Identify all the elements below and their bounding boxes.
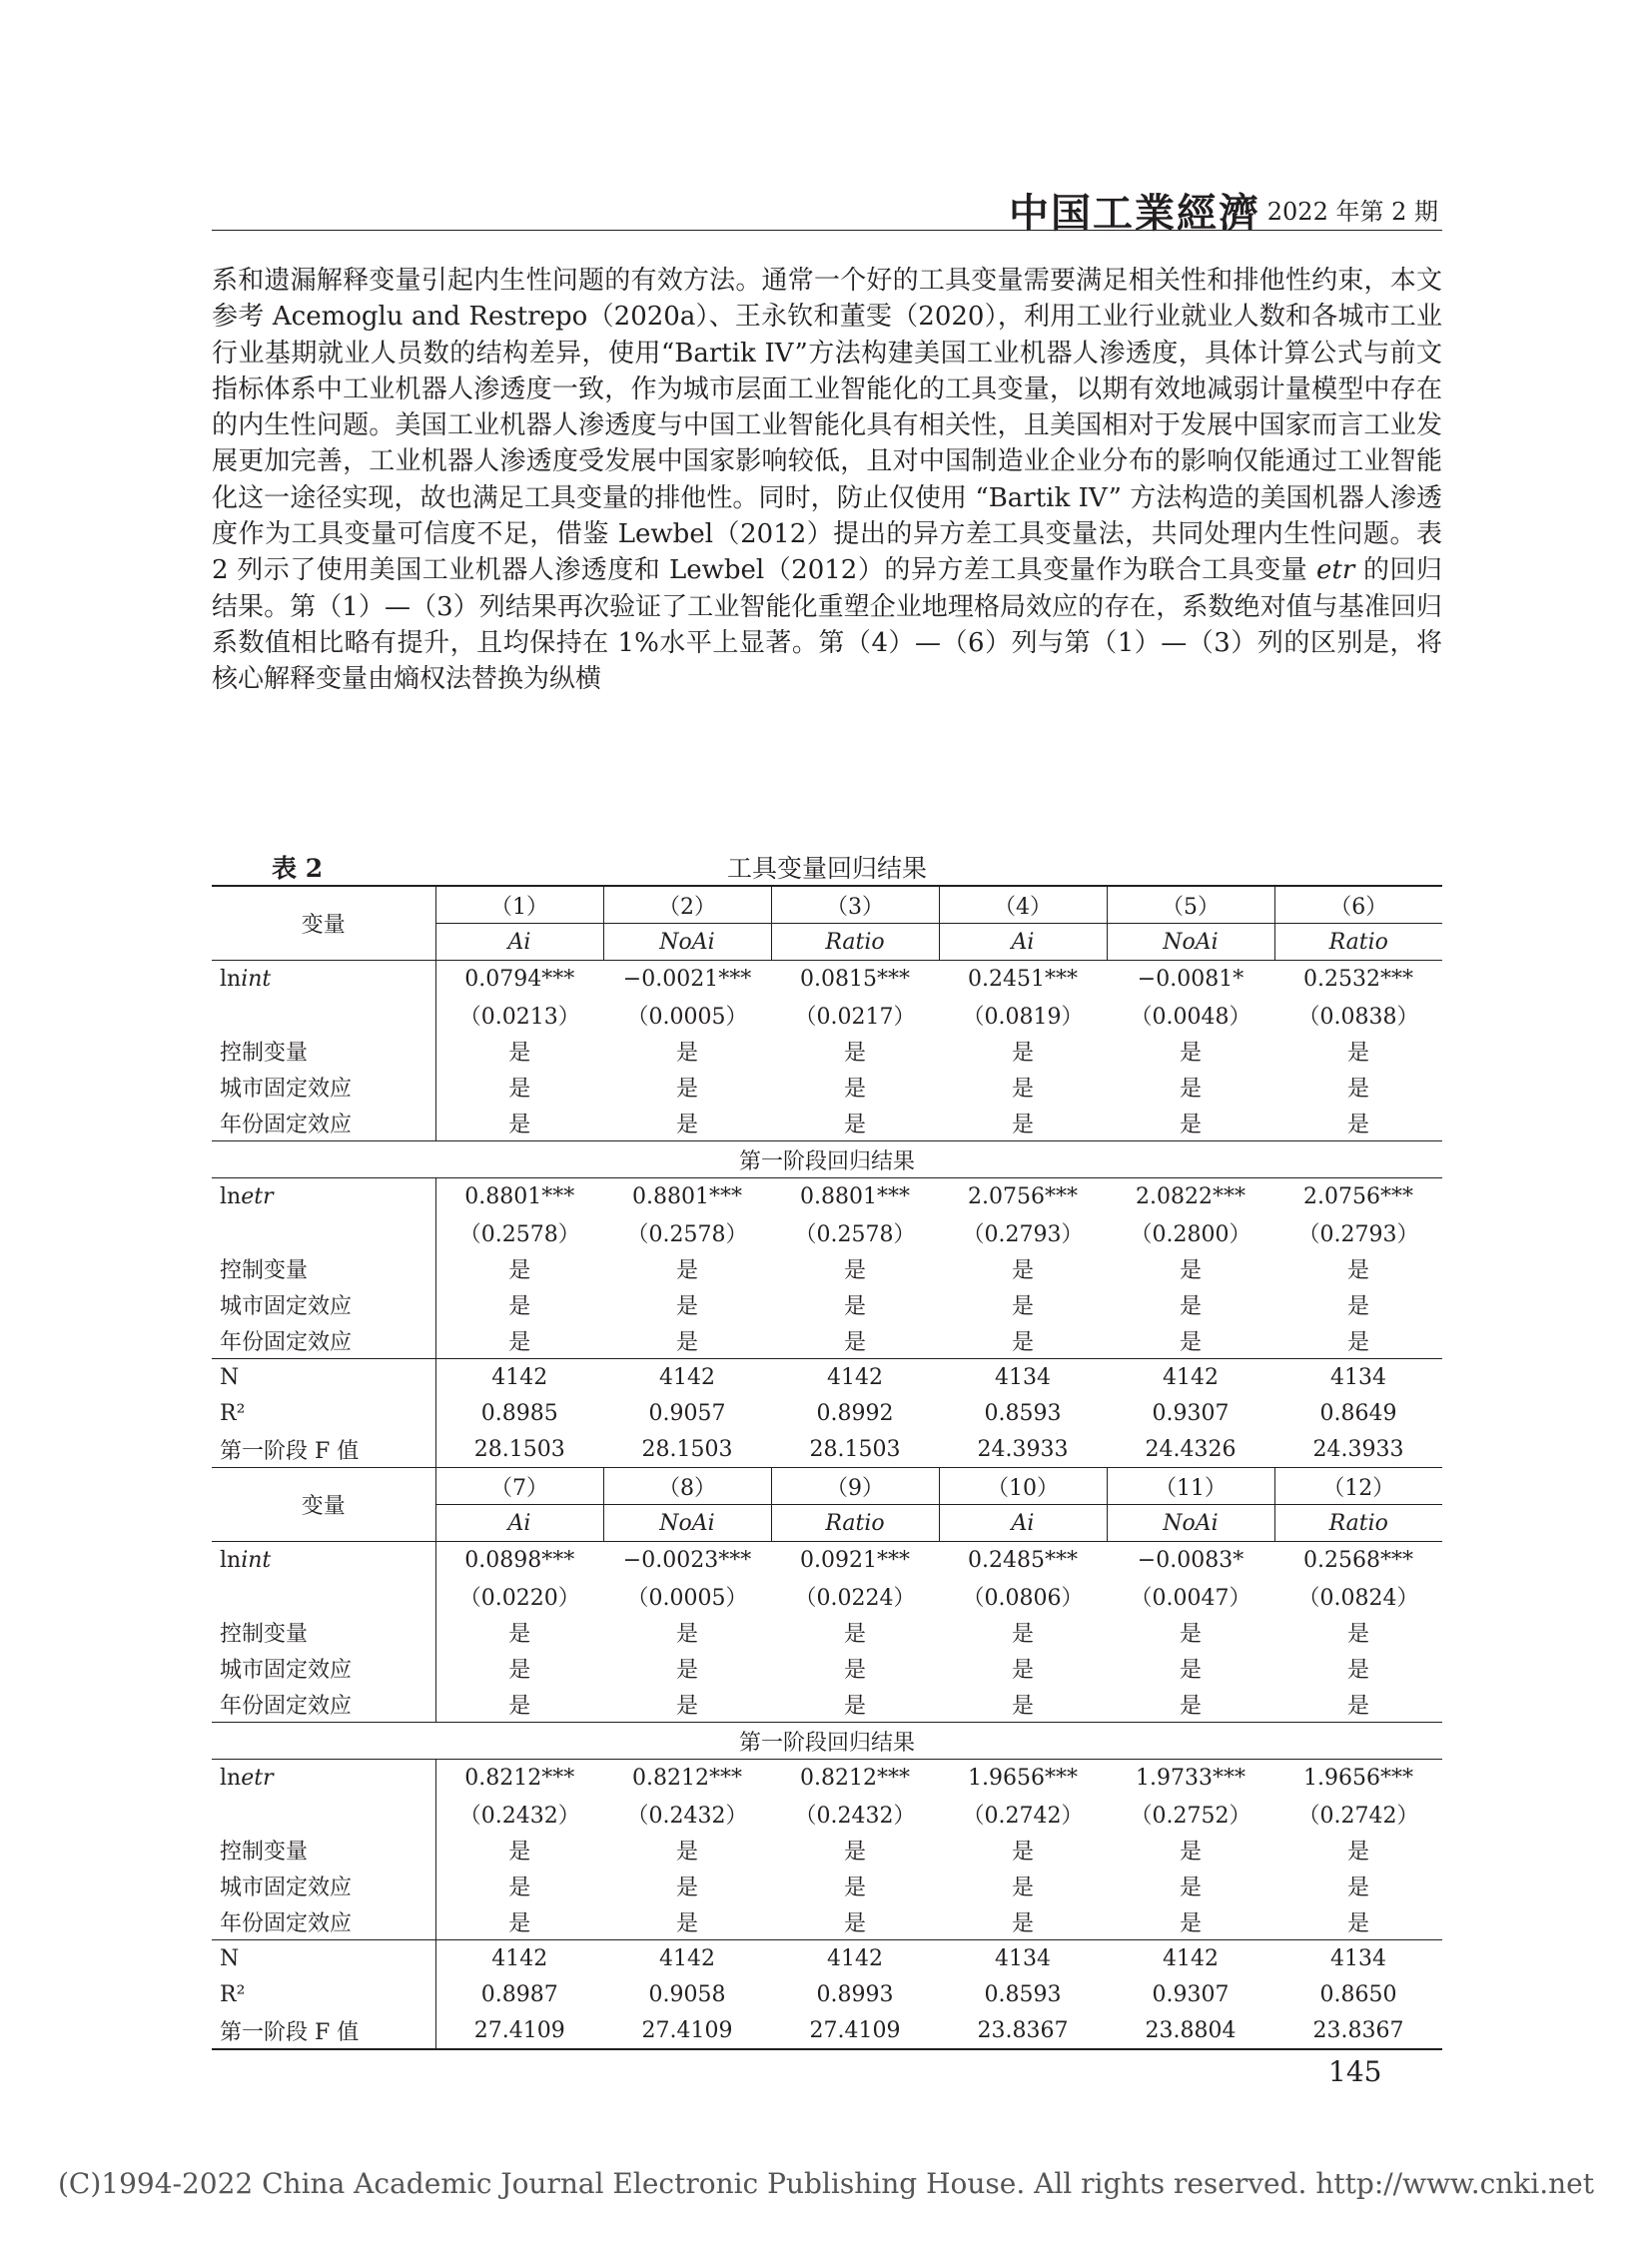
yes-cell: 是: [1011, 1874, 1034, 1900]
yes-cell: 是: [1011, 1839, 1034, 1865]
control-row-label: 城市固定效应: [212, 1286, 435, 1322]
yes-cell: 是: [843, 1112, 866, 1137]
yes-cell: 是: [1179, 1910, 1202, 1936]
yes-cell: 是: [675, 1874, 698, 1900]
yes-cell: 是: [1346, 1657, 1369, 1683]
standard-error-cell: （0.0217）: [794, 1004, 916, 1030]
stat-label-r2: R²: [212, 1976, 435, 2012]
yes-cell: 是: [675, 1657, 698, 1683]
paragraph-text-before: 系和遗漏解释变量引起内生性问题的有效方法。通常一个好的工具变量需要满足相关性和排他性约束，本文参考 Acemoglu and Restrepo（2020a）、王永钦和董雯（2020），利用工业行业就业人数和各城市工业行业基期就业人员数的结构差异，使用“Bartik IV”方法构建美国工业机器人渗透度，具体计算公式与前文指标体系中工业机器人渗透度一致，作为城市层面工业智能化的工具变量，以期有效地减弱计量模型中存在的内生性问题。美国工业机器人渗透度与中国工业智能化具有相关性，且美国相对于发展中国家而言工业发展更加完善，工业机器人渗透度受发展中国家影响较低，且对中国制造业企业分布的影响仅能通过工业智能化这一途径实现，故也满足工具变量的排他性。同时，防止仅使用 “Bartik IV” 方法构造的美国机器人渗透度作为工具变量可信度不足，借鉴 Lewbel（2012）提出的异方差工具变量法，共同处理内生性问题。表 2 列示了使用美国工业机器人渗透度和 Lewbel（2012）的异方差工具变量作为联合工具变量: [212, 266, 1442, 586]
column-number: （2）: [603, 886, 771, 924]
body-paragraph: [212, 263, 1442, 698]
yes-cell: 是: [1011, 1621, 1034, 1647]
yes-cell: 是: [1011, 1910, 1034, 1936]
journal-name: 中国工業經濟: [1009, 190, 1260, 237]
yes-cell: 是: [675, 1329, 698, 1355]
stat-cell: 0.9307: [1152, 1400, 1230, 1426]
yes-cell: 是: [843, 1693, 866, 1719]
table-row: [212, 1069, 1442, 1105]
control-row-label: 控制变量: [212, 1250, 435, 1286]
control-row-label: 城市固定效应: [212, 1868, 435, 1903]
dependent-variable: Ai: [939, 924, 1107, 961]
control-row-label: 城市固定效应: [212, 1650, 435, 1686]
table-row: [212, 1760, 1442, 1797]
yes-cell: 是: [508, 1839, 531, 1865]
table-row: [212, 1395, 1442, 1431]
coefficient-cell: 0.8212***: [771, 1760, 939, 1797]
stat-label-n: N: [212, 1940, 435, 1977]
stat-cell: 4134: [939, 1940, 1107, 1977]
stat-cell: 23.8367: [939, 2012, 1107, 2049]
standard-error-cell: （0.0048）: [1130, 1004, 1251, 1030]
stat-cell: 24.3933: [977, 1436, 1069, 1462]
first-stage-section-label: 第一阶段回归结果: [212, 1141, 1442, 1178]
yes-cell: 是: [508, 1693, 531, 1719]
control-row-label: 年份固定效应: [212, 1686, 435, 1723]
yes-cell: 是: [508, 1040, 531, 1066]
dependent-variable: NoAi: [1107, 1505, 1274, 1542]
stat-cell: 4134: [1274, 1359, 1442, 1396]
yes-cell: 是: [508, 1112, 531, 1137]
stat-label-r2: R²: [212, 1395, 435, 1431]
yes-cell: 是: [843, 1910, 866, 1936]
regression-table: [212, 885, 1442, 2050]
issue-number: 2022 年第 2 期: [1266, 198, 1438, 226]
regressor-label: lnint: [212, 1542, 435, 1579]
column-number: （11）: [1107, 1468, 1274, 1505]
yes-cell: 是: [675, 1112, 698, 1137]
dependent-variable: Ai: [939, 1505, 1107, 1542]
coefficient-cell: 0.2532***: [1274, 961, 1442, 998]
yes-cell: 是: [1179, 1621, 1202, 1647]
standard-error-cell: （0.0838）: [1297, 1004, 1419, 1030]
column-number: （9）: [771, 1468, 939, 1505]
stat-cell: 0.8650: [1319, 1981, 1397, 2007]
yes-cell: 是: [675, 1293, 698, 1319]
dependent-variable: Ratio: [771, 924, 939, 961]
yes-cell: 是: [1011, 1329, 1034, 1355]
stat-label-f: 第一阶段 F 值: [212, 1431, 435, 1468]
table-title: 工具变量回归结果: [726, 854, 927, 883]
column-number: （10）: [939, 1468, 1107, 1505]
yes-cell: 是: [1179, 1657, 1202, 1683]
table-row: [212, 1542, 1442, 1579]
coefficient-cell: 0.8801***: [435, 1178, 603, 1215]
yes-cell: 是: [843, 1076, 866, 1102]
yes-cell: 是: [675, 1076, 698, 1102]
copyright-footer: (C)1994-2022 China Academic Journal Electronic Publishing House. All rights reserved. http://www.cnki.net: [57, 2167, 1594, 2200]
standard-error-cell: （0.2742）: [1297, 1803, 1419, 1829]
standard-error-cell: （0.2793）: [962, 1221, 1084, 1247]
column-number: （12）: [1274, 1468, 1442, 1505]
yes-cell: 是: [843, 1329, 866, 1355]
column-number: （6）: [1274, 886, 1442, 924]
yes-cell: 是: [843, 1257, 866, 1283]
dependent-variable: Ratio: [1274, 924, 1442, 961]
table-row: [212, 961, 1442, 998]
standard-error-cell: （0.2432）: [794, 1803, 916, 1829]
regressor-label: lnint: [212, 961, 435, 998]
stat-cell: 4142: [771, 1359, 939, 1396]
column-number: （1）: [435, 886, 603, 924]
column-number: （7）: [435, 1468, 603, 1505]
yes-cell: 是: [1011, 1693, 1034, 1719]
column-header-row: [212, 886, 1442, 924]
control-row-label: 控制变量: [212, 1832, 435, 1868]
table-row: [212, 1832, 1442, 1868]
table-row: [212, 1796, 1442, 1832]
yes-cell: 是: [675, 1839, 698, 1865]
stat-cell: 4142: [1107, 1940, 1274, 1977]
coefficient-cell: 0.8801***: [603, 1178, 771, 1215]
table-caption: [212, 849, 1442, 883]
stat-cell: 28.1503: [473, 1436, 565, 1462]
table-row: [212, 1033, 1442, 1069]
coefficient-cell: 0.8212***: [435, 1760, 603, 1797]
yes-cell: 是: [1179, 1040, 1202, 1066]
dependent-variable: Ratio: [771, 1505, 939, 1542]
stat-cell: 23.8367: [1274, 2012, 1442, 2049]
coefficient-cell: 0.8801***: [771, 1178, 939, 1215]
table-row: [212, 1359, 1442, 1396]
control-row-label: 控制变量: [212, 1033, 435, 1069]
stat-cell: 4142: [771, 1940, 939, 1977]
standard-error-cell: （0.0220）: [458, 1585, 580, 1611]
yes-cell: 是: [1011, 1257, 1034, 1283]
coefficient-cell: −0.0023***: [603, 1542, 771, 1579]
yes-cell: 是: [1011, 1076, 1034, 1102]
yes-cell: 是: [1346, 1839, 1369, 1865]
stat-cell: 4142: [1107, 1359, 1274, 1396]
yes-cell: 是: [508, 1293, 531, 1319]
yes-cell: 是: [1346, 1040, 1369, 1066]
yes-cell: 是: [1346, 1293, 1369, 1319]
stat-cell: 4142: [435, 1359, 603, 1396]
stat-cell: 0.9307: [1152, 1981, 1230, 2007]
coefficient-cell: 0.2568***: [1274, 1542, 1442, 1579]
yes-cell: 是: [1346, 1621, 1369, 1647]
column-number: （3）: [771, 886, 939, 924]
yes-cell: 是: [843, 1874, 866, 1900]
stat-cell: 0.9058: [648, 1981, 726, 2007]
stat-cell: 4142: [603, 1359, 771, 1396]
coefficient-cell: 2.0756***: [939, 1178, 1107, 1215]
stat-cell: 4142: [603, 1940, 771, 1977]
standard-error-cell: （0.2432）: [458, 1803, 580, 1829]
yes-cell: 是: [675, 1693, 698, 1719]
yes-cell: 是: [508, 1329, 531, 1355]
table-row: [212, 1868, 1442, 1903]
stat-cell: 0.9057: [648, 1400, 726, 1426]
table-row: [212, 1903, 1442, 1940]
yes-cell: 是: [1346, 1329, 1369, 1355]
control-row-label: 年份固定效应: [212, 1105, 435, 1141]
yes-cell: 是: [508, 1076, 531, 1102]
coefficient-cell: 0.2451***: [939, 961, 1107, 998]
yes-cell: 是: [675, 1257, 698, 1283]
table-row: [212, 1431, 1442, 1468]
stat-cell: 0.8985: [480, 1400, 558, 1426]
table-row: [212, 1686, 1442, 1723]
yes-cell: 是: [1179, 1112, 1202, 1137]
stat-cell: 0.8987: [480, 1981, 558, 2007]
control-row-label: 年份固定效应: [212, 1903, 435, 1940]
stat-cell: 24.3933: [1312, 1436, 1404, 1462]
yes-cell: 是: [508, 1657, 531, 1683]
yes-cell: 是: [1346, 1112, 1369, 1137]
yes-cell: 是: [843, 1293, 866, 1319]
instrument-label: lnetr: [212, 1178, 435, 1215]
yes-cell: 是: [508, 1874, 531, 1900]
standard-error-cell: （0.0213）: [458, 1004, 580, 1030]
table-row: [212, 1178, 1442, 1215]
standard-error-cell: （0.0047）: [1130, 1585, 1251, 1611]
column-number: （5）: [1107, 886, 1274, 924]
instrument-label: lnetr: [212, 1760, 435, 1797]
stat-cell: 28.1503: [641, 1436, 733, 1462]
stat-cell: 4142: [435, 1940, 603, 1977]
stat-cell: 28.1503: [809, 1436, 901, 1462]
standard-error-cell: （0.2752）: [1130, 1803, 1251, 1829]
dependent-variable: NoAi: [1107, 924, 1274, 961]
standard-error-cell: （0.2578）: [458, 1221, 580, 1247]
coefficient-cell: −0.0081*: [1107, 961, 1274, 998]
table-row: [212, 1286, 1442, 1322]
yes-cell: 是: [1179, 1076, 1202, 1102]
stat-cell: 0.8649: [1319, 1400, 1397, 1426]
stat-cell: 4134: [939, 1359, 1107, 1396]
yes-cell: 是: [508, 1910, 531, 1936]
first-stage-section-label: 第一阶段回归结果: [212, 1723, 1442, 1760]
empty-label: [212, 1796, 435, 1832]
column-number: （4）: [939, 886, 1107, 924]
stat-cell: 0.8593: [984, 1981, 1062, 2007]
yes-cell: 是: [1179, 1293, 1202, 1319]
empty-label: [212, 997, 435, 1033]
standard-error-cell: （0.2578）: [794, 1221, 916, 1247]
stat-cell: 4134: [1274, 1940, 1442, 1977]
page-number: 145: [1328, 2055, 1382, 2088]
variable-header: 变量: [212, 1468, 435, 1542]
stat-cell: 0.8593: [984, 1400, 1062, 1426]
standard-error-cell: （0.0005）: [626, 1004, 748, 1030]
stat-cell: 23.8804: [1107, 2012, 1274, 2049]
section-header-row: [212, 1141, 1442, 1178]
dependent-variable: Ai: [435, 1505, 603, 1542]
standard-error-cell: （0.2742）: [962, 1803, 1084, 1829]
control-row-label: 年份固定效应: [212, 1322, 435, 1359]
column-number: （8）: [603, 1468, 771, 1505]
yes-cell: 是: [675, 1040, 698, 1066]
yes-cell: 是: [1346, 1257, 1369, 1283]
yes-cell: 是: [1011, 1112, 1034, 1137]
table-row: [212, 1940, 1442, 1977]
table-row: [212, 1650, 1442, 1686]
yes-cell: 是: [1179, 1257, 1202, 1283]
standard-error-cell: （0.2578）: [626, 1221, 748, 1247]
standard-error-cell: （0.0819）: [962, 1004, 1084, 1030]
stat-cell: 27.4109: [603, 2012, 771, 2049]
stat-cell: 27.4109: [771, 2012, 939, 2049]
yes-cell: 是: [1179, 1839, 1202, 1865]
coefficient-cell: −0.0083*: [1107, 1542, 1274, 1579]
dependent-variable: NoAi: [603, 1505, 771, 1542]
table-row: [212, 2012, 1442, 2049]
coefficient-cell: 0.2485***: [939, 1542, 1107, 1579]
yes-cell: 是: [1179, 1693, 1202, 1719]
yes-cell: 是: [508, 1257, 531, 1283]
stat-label-f: 第一阶段 F 值: [212, 2012, 435, 2049]
standard-error-cell: （0.0806）: [962, 1585, 1084, 1611]
yes-cell: 是: [843, 1621, 866, 1647]
stat-cell: 0.8993: [816, 1981, 894, 2007]
standard-error-cell: （0.0224）: [794, 1585, 916, 1611]
yes-cell: 是: [1346, 1693, 1369, 1719]
standard-error-cell: （0.0824）: [1297, 1585, 1419, 1611]
stat-label-n: N: [212, 1359, 435, 1396]
table-label: 表 2: [272, 854, 324, 883]
coefficient-cell: 0.0898***: [435, 1542, 603, 1579]
table-row: [212, 1578, 1442, 1614]
coefficient-cell: 0.0921***: [771, 1542, 939, 1579]
yes-cell: 是: [1011, 1293, 1034, 1319]
standard-error-cell: （0.2793）: [1297, 1221, 1419, 1247]
table-row: [212, 1614, 1442, 1650]
control-row-label: 控制变量: [212, 1614, 435, 1650]
section-header-row: [212, 1723, 1442, 1760]
yes-cell: 是: [1011, 1657, 1034, 1683]
stat-cell: 0.8992: [816, 1400, 894, 1426]
table-row: [212, 1322, 1442, 1359]
table-row: [212, 1250, 1442, 1286]
yes-cell: 是: [1179, 1874, 1202, 1900]
coefficient-cell: 0.0794***: [435, 961, 603, 998]
column-header-row: [212, 1468, 1442, 1505]
table-row: [212, 1105, 1442, 1141]
coefficient-cell: 2.0756***: [1274, 1178, 1442, 1215]
etr-term: etr: [1315, 555, 1355, 586]
yes-cell: 是: [675, 1621, 698, 1647]
dependent-variable: NoAi: [603, 924, 771, 961]
coefficient-cell: 0.0815***: [771, 961, 939, 998]
table-row: [212, 1214, 1442, 1250]
table-row: [212, 997, 1442, 1033]
yes-cell: 是: [1179, 1329, 1202, 1355]
stat-cell: 24.4326: [1145, 1436, 1237, 1462]
coefficient-cell: 1.9656***: [1274, 1760, 1442, 1797]
empty-label: [212, 1578, 435, 1614]
table-row: [212, 1976, 1442, 2012]
standard-error-cell: （0.2432）: [626, 1803, 748, 1829]
yes-cell: 是: [843, 1040, 866, 1066]
coefficient-cell: 1.9733***: [1107, 1760, 1274, 1797]
dependent-variable: Ai: [435, 924, 603, 961]
empty-label: [212, 1214, 435, 1250]
stat-cell: 27.4109: [435, 2012, 603, 2049]
yes-cell: 是: [1346, 1874, 1369, 1900]
dependent-variable: Ratio: [1274, 1505, 1442, 1542]
yes-cell: 是: [1011, 1040, 1034, 1066]
standard-error-cell: （0.2800）: [1130, 1221, 1251, 1247]
yes-cell: 是: [508, 1621, 531, 1647]
control-row-label: 城市固定效应: [212, 1069, 435, 1105]
running-header: [212, 180, 1442, 237]
yes-cell: 是: [1346, 1910, 1369, 1936]
coefficient-cell: −0.0021***: [603, 961, 771, 998]
paragraph-text-after: 的回归结果。第（1）—（3）列结果再次验证了工业智能化重塑企业地理格局效应的存在，系数绝对值与基准回归系数值相比略有提升，且均保持在 1%水平上显著。第（4）—（6）列与第（1）—（3）列的区别是，将核心解释变量由熵权法替换为纵横: [212, 555, 1442, 695]
variable-header: 变量: [212, 886, 435, 961]
standard-error-cell: （0.0005）: [626, 1585, 748, 1611]
coefficient-cell: 0.8212***: [603, 1760, 771, 1797]
yes-cell: 是: [843, 1839, 866, 1865]
yes-cell: 是: [675, 1910, 698, 1936]
coefficient-cell: 1.9656***: [939, 1760, 1107, 1797]
yes-cell: 是: [843, 1657, 866, 1683]
yes-cell: 是: [1346, 1076, 1369, 1102]
coefficient-cell: 2.0822***: [1107, 1178, 1274, 1215]
